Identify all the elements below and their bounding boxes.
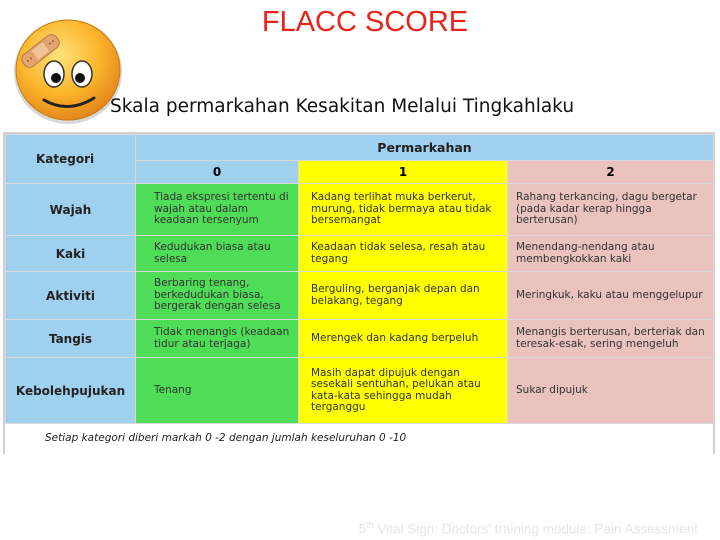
score-header-2: 2 bbox=[508, 160, 714, 183]
score-1-cell: Berguling, berganjak depan dan belakang, tegang bbox=[299, 272, 508, 320]
table-row bbox=[6, 236, 714, 272]
score-1-cell: Merengek dan kadang berpeluh bbox=[299, 320, 508, 358]
score-0-cell: Kedudukan biasa atau selesa bbox=[136, 236, 299, 272]
score-header-0: 0 bbox=[136, 160, 299, 183]
category-cell: Kebolehpujukan bbox=[6, 358, 136, 424]
table-footnote: Setiap kategori diberi markah 0 -2 dengan jumlah keseluruhan 0 -10 bbox=[45, 432, 407, 444]
slide-subtitle: Skala permarkahan Kesakitan Melalui Tingkahlaku bbox=[110, 96, 575, 117]
table-row bbox=[6, 272, 714, 320]
score-2-cell: Menendang-nendang atau membengkokkan kaki bbox=[508, 236, 714, 272]
category-cell: Tangis bbox=[6, 320, 136, 358]
category-cell: Aktiviti bbox=[6, 272, 136, 320]
score-1-cell: Keadaan tidak selesa, resah atau tegang bbox=[299, 236, 508, 272]
smiley-face-with-bandage-icon bbox=[10, 14, 126, 126]
score-2-cell: Sukar dipujuk bbox=[508, 358, 714, 424]
score-0-cell: Tiada ekspresi tertentu di wajah atau dalam keadaan tersenyum bbox=[136, 184, 299, 236]
slide-title: FLACC SCORE bbox=[261, 6, 469, 38]
score-0-cell: Berbaring tenang, berkedudukan biasa, bergerak dengan selesa bbox=[136, 272, 299, 320]
category-cell: Kaki bbox=[6, 236, 136, 272]
category-column-header: Kategori bbox=[6, 135, 136, 184]
flacc-table-container bbox=[3, 132, 715, 454]
table-row bbox=[6, 358, 714, 424]
category-cell: Wajah bbox=[6, 184, 136, 236]
score-2-cell: Rahang terkancing, dagu bergetar (pada kadar kerap hingga berterusan) bbox=[508, 184, 714, 236]
score-2-cell: Menangis berterusan, berteriak dan teresak-esak, sering mengeluh bbox=[508, 320, 714, 358]
flacc-table bbox=[5, 134, 714, 424]
score-header-1: 1 bbox=[299, 160, 508, 183]
score-0-cell: Tidak menangis (keadaan tidur atau terjaga) bbox=[136, 320, 299, 358]
score-0-cell: Tenang bbox=[136, 358, 299, 424]
score-2-cell: Meringkuk, kaku atau menggelupur bbox=[508, 272, 714, 320]
table-row bbox=[6, 320, 714, 358]
score-1-cell: Kadang terlihat muka berkerut, murung, tidak bermaya atau tidak bersemangat bbox=[299, 184, 508, 236]
score-1-cell: Masih dapat dipujuk dengan sesekali sentuhan, pelukan atau kata-kata sehingga mudah terganggu bbox=[299, 358, 508, 424]
footer-text: 5th Vital Sign: Doctors' training module: Pain Assessment bbox=[358, 520, 698, 537]
table-row bbox=[6, 184, 714, 236]
score-column-header: Permarkahan bbox=[136, 135, 714, 161]
